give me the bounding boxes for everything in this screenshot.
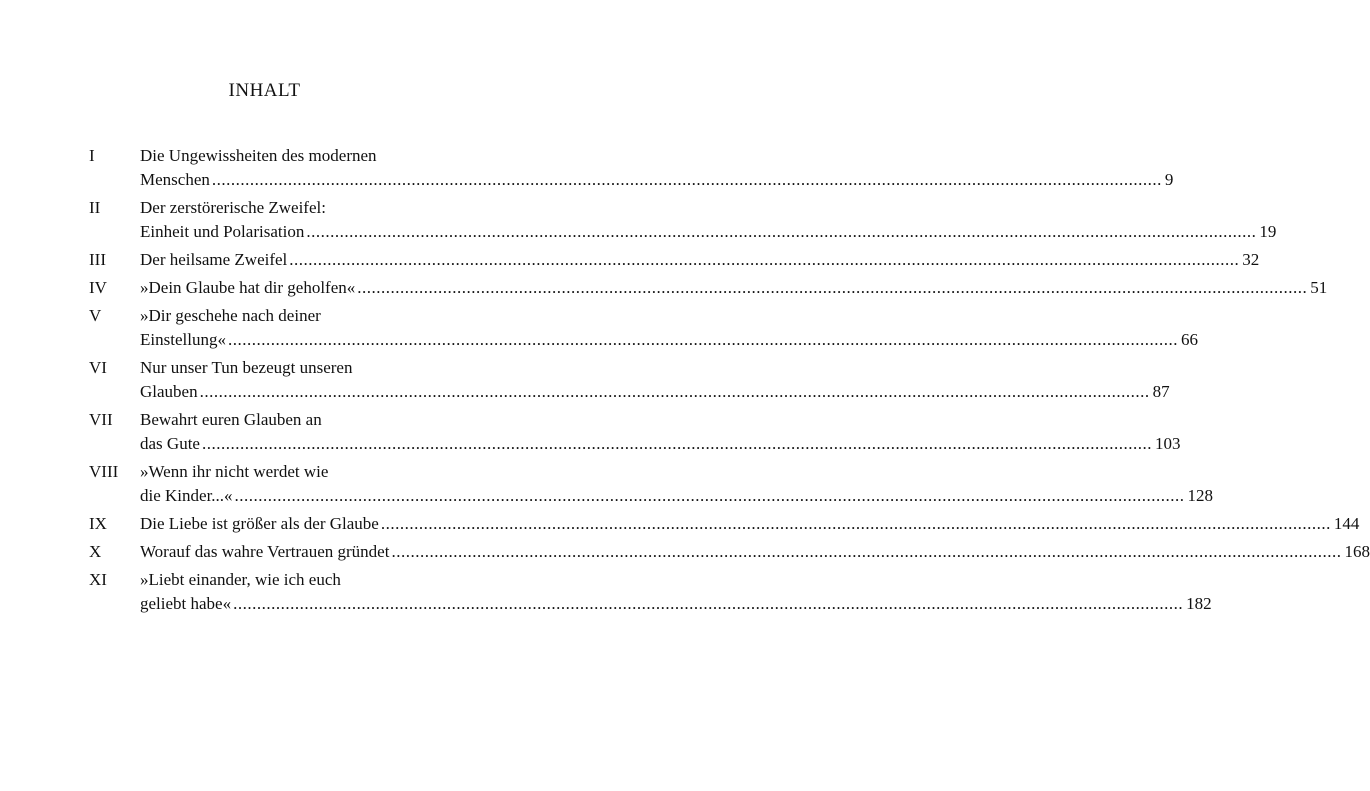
toc-entry	[89, 276, 1328, 300]
chapter-title-line: Menschen	[140, 170, 210, 189]
chapter-title-line: Der zerstörerische Zweifel:	[140, 198, 326, 217]
toc-entry	[89, 196, 1277, 244]
chapter-title-line: Nur unser Tun bezeugt unseren	[140, 358, 353, 377]
dot-leader: ........................................................................................................................................................................................................	[199, 382, 1150, 401]
chapter-title-line: Bewahrt euren Glauben an	[140, 410, 322, 429]
page-number: 182	[1186, 594, 1212, 613]
chapter-title-line: »Dir geschehe nach deiner	[140, 306, 321, 325]
chapter-title-line: »Wenn ihr nicht werdet wie	[140, 462, 329, 481]
chapter-number: IX	[89, 514, 107, 533]
chapter-number: XI	[89, 570, 107, 589]
chapter-number: II	[89, 198, 101, 217]
toc-entry	[89, 568, 1212, 616]
chapter-title-line: das Gute	[140, 434, 200, 453]
chapter-title-line: die Kinder...«	[140, 486, 233, 505]
chapter-number: I	[89, 146, 95, 165]
chapter-title-line: Der heilsame Zweifel	[140, 250, 288, 269]
page-number: 51	[1310, 278, 1328, 297]
chapter-title-line: Worauf das wahre Vertrauen gründet	[140, 542, 390, 561]
dot-leader: ........................................................................................................................................................................................................	[357, 278, 1308, 297]
toc-entry	[89, 512, 1360, 536]
dot-leader: ........................................................................................................................................................................................................	[227, 330, 1178, 349]
toc-entry	[89, 304, 1198, 352]
page-number: 128	[1187, 486, 1214, 505]
dot-leader: ........................................................................................................................................................................................................	[234, 486, 1185, 505]
page-number: 9	[1164, 170, 1174, 189]
chapter-title-line: Einheit und Polarisation	[140, 222, 305, 241]
dot-leader: ........................................................................................................................................................................................................	[380, 514, 1331, 533]
chapter-title-line: Die Liebe ist größer als der Glaube	[140, 514, 379, 533]
page-number: 144	[1333, 514, 1360, 533]
chapter-number: X	[89, 542, 102, 561]
page-number: 19	[1259, 222, 1277, 241]
chapter-title-line: »Liebt einander, wie ich euch	[140, 570, 341, 589]
chapter-number: IV	[89, 278, 107, 297]
chapter-title-line: Einstellung«	[140, 330, 226, 349]
page-title: INHALT	[228, 80, 301, 101]
chapter-number: VII	[89, 410, 113, 429]
chapter-title-line: Glauben	[140, 382, 198, 401]
page-number: 103	[1154, 434, 1181, 453]
page-number: 32	[1242, 250, 1260, 269]
table-of-contents	[89, 144, 1370, 616]
page-number: 87	[1152, 382, 1170, 401]
dot-leader: ........................................................................................................................................................................................................	[211, 170, 1162, 189]
page-number: 66	[1180, 330, 1198, 349]
toc-entry	[89, 356, 1170, 404]
dot-leader: ........................................................................................................................................................................................................	[391, 542, 1342, 561]
chapter-title-line: geliebt habe«	[140, 594, 232, 613]
chapter-number: V	[89, 306, 102, 325]
toc-entry	[89, 248, 1260, 272]
chapter-number: III	[89, 250, 106, 269]
chapter-number: VIII	[89, 462, 119, 481]
dot-leader: ........................................................................................................................................................................................................	[233, 594, 1184, 613]
chapter-title-line: »Dein Glaube hat dir geholfen«	[140, 278, 356, 297]
chapter-number: VI	[89, 358, 107, 377]
toc-entry	[89, 540, 1370, 564]
toc-entry	[89, 144, 1174, 192]
chapter-title-line: Die Ungewissheiten des modernen	[140, 146, 377, 165]
dot-leader: ........................................................................................................................................................................................................	[306, 222, 1257, 241]
dot-leader: ........................................................................................................................................................................................................	[201, 434, 1152, 453]
dot-leader: ........................................................................................................................................................................................................	[289, 250, 1240, 269]
toc-entry	[89, 460, 1214, 508]
toc-entry	[89, 408, 1181, 456]
page-number: 168	[1344, 542, 1370, 561]
